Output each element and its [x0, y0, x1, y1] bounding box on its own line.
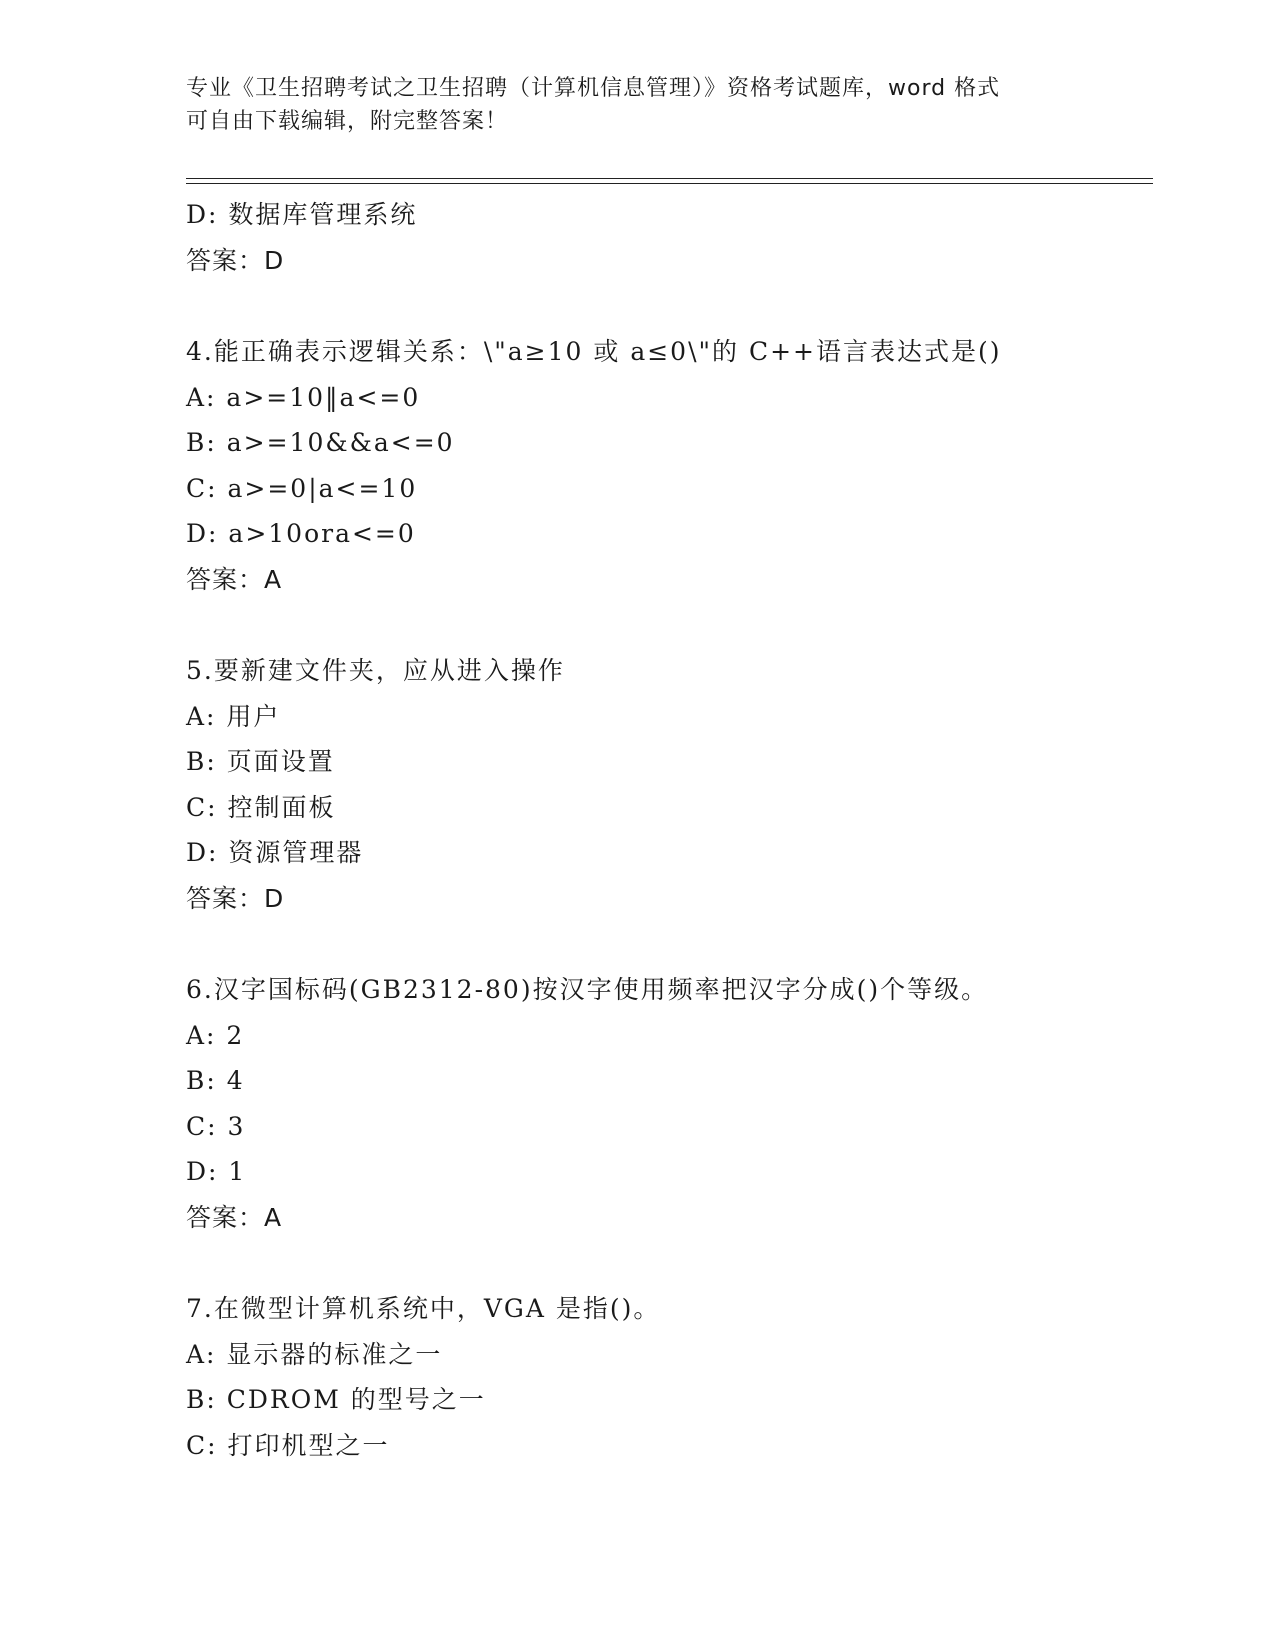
header-title-line-1: 专业《卫生招聘考试之卫生招聘（计算机信息管理）》资格考试题库，word 格式	[186, 76, 1001, 101]
option-b: B: a>=10&&a<=0	[186, 428, 455, 457]
header-divider-top	[186, 178, 1153, 179]
question-3-tail	[186, 192, 1153, 283]
option-d: D: a>10ora<=0	[186, 519, 416, 548]
question-5	[186, 648, 1153, 921]
option-a: A: 2	[186, 1020, 245, 1050]
option-c: C: 3	[186, 1111, 246, 1141]
spacer	[186, 921, 1153, 967]
spacer	[186, 1240, 1153, 1286]
option-b: B: 页面设置	[186, 747, 335, 776]
question-text: 5.要新建文件夹，应从进入操作	[186, 656, 565, 685]
option-a: A: 用户	[186, 701, 281, 731]
document-header	[186, 72, 1086, 138]
answer-line: 答案：D	[186, 883, 285, 913]
option-b: B: 4	[186, 1066, 245, 1095]
answer-line: 答案：A	[186, 1202, 283, 1232]
option-c: C: a>=0|a<=10	[186, 473, 418, 503]
question-text: 6.汉字国标码(GB2312-80)按汉字使用频率把汉字分成()个等级。	[186, 975, 989, 1004]
option-d: D: 资源管理器	[186, 838, 364, 867]
spacer	[186, 602, 1153, 648]
option-a: A: a>=10‖a<=0	[186, 382, 421, 412]
option-d: D: 1	[186, 1157, 247, 1186]
header-divider-bottom	[186, 183, 1153, 184]
question-6	[186, 967, 1153, 1240]
option-c: C: 打印机型之一	[186, 1430, 390, 1460]
question-7	[186, 1286, 1153, 1468]
option-a: A: 显示器的标准之一	[186, 1339, 443, 1369]
answer-line: 答案：D	[186, 245, 285, 275]
option-d: D: 数据库管理系统	[186, 200, 418, 229]
question-4	[186, 329, 1153, 602]
spacer	[186, 283, 1153, 329]
header-title-line-2: 可自由下载编辑，附完整答案！	[186, 109, 509, 134]
option-b: B: CDROM 的型号之一	[186, 1385, 486, 1414]
question-text: 7.在微型计算机系统中，VGA 是指()。	[186, 1294, 661, 1323]
question-list	[186, 192, 1153, 1468]
option-c: C: 控制面板	[186, 792, 336, 822]
answer-line: 答案：A	[186, 564, 283, 594]
question-text: 4.能正确表示逻辑关系：\"a≥10 或 a≤0\"的 C++语言表达式是()	[186, 337, 1002, 366]
